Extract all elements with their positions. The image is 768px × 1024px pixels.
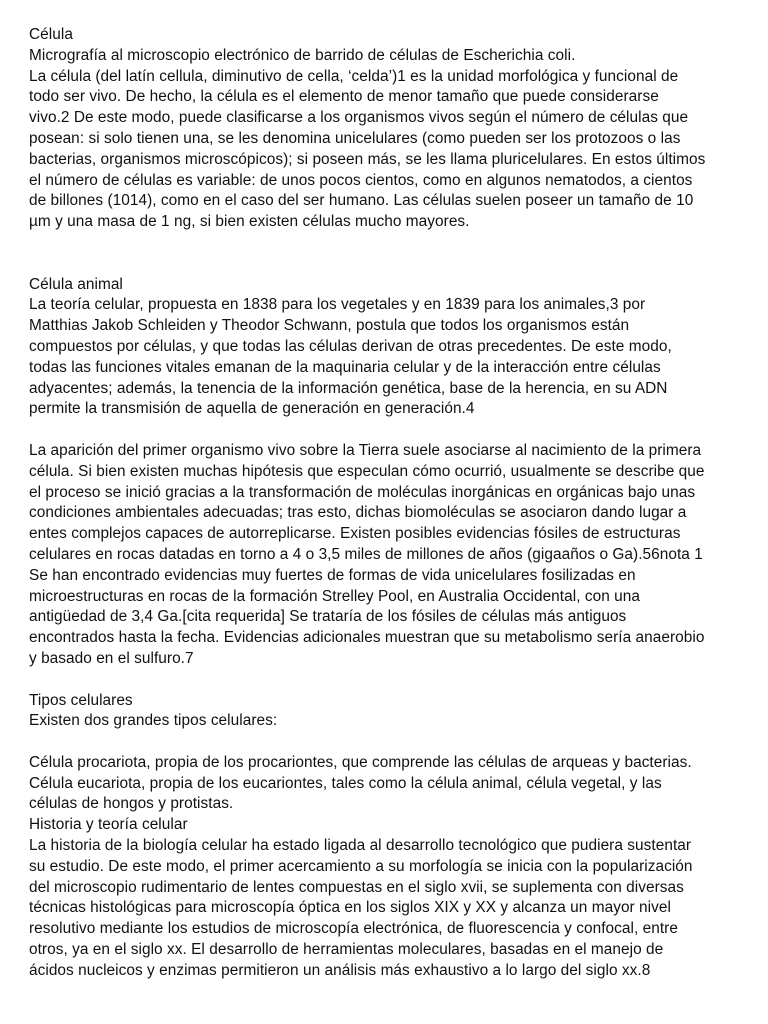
text-line: todas las funciones vitales emanan de la maquinaria celular y de la interacción entre células bbox=[29, 358, 661, 376]
text-line: Existen dos grandes tipos celulares: bbox=[29, 712, 278, 730]
blank-line bbox=[29, 670, 741, 691]
text-line: de billones (1014), como en el caso del ser humano. Las células suelen poseer un tamaño de 10 bbox=[29, 192, 694, 210]
text-line: celulares en rocas datadas en torno a 4 o 3,5 miles de millones de años (gigaaños o Ga).56nota 1 bbox=[29, 545, 703, 563]
document-title: Célula bbox=[29, 26, 73, 43]
list-item: células de hongos y protistas. bbox=[29, 795, 234, 813]
paragraph-teoria-celular bbox=[29, 295, 741, 420]
text-line: antigüedad de 3,4 Ga.[cita requerida] Se trataría de los fósiles de células más antiguos bbox=[29, 608, 627, 626]
section-heading-tipos-celulares: Tipos celulares bbox=[29, 691, 133, 709]
text-line: adyacentes; además, la tenencia de la información genética, base de la herencia, en su ADN bbox=[29, 379, 668, 397]
text-line: todo ser vivo. De hecho, la célula es el elemento de menor tamaño que puede considerarse bbox=[29, 88, 659, 106]
paragraph-origen bbox=[29, 441, 741, 670]
paragraph-intro bbox=[29, 67, 741, 233]
list-item: Célula eucariota, propia de los eucariontes, tales como la célula animal, célula vegetal, y las bbox=[29, 774, 662, 792]
text-line: resolutivo mediante los estudios de microscopía electrónica, de fluorescencia y confocal, entre bbox=[29, 920, 678, 938]
text-line: entes complejos capaces de autorreplicarse. Existen posibles evidencias fósiles de estructuras bbox=[29, 525, 681, 543]
list-item: Célula procariota, propia de los procariontes, que comprende las células de arqueas y bacterias. bbox=[29, 753, 692, 771]
section-heading-historia: Historia y teoría celular bbox=[29, 816, 188, 834]
blank-line bbox=[29, 732, 741, 753]
text-line: Se han encontrado evidencias muy fuertes de formas de vida unicelulares fosilizadas en bbox=[29, 566, 636, 584]
text-line: bacterias, organismos microscópicos); si poseen más, se les llama pluricelulares. En estos últimos bbox=[29, 150, 706, 168]
text-line: ácidos nucleicos y enzimas permitieron un análisis más exhaustivo a lo largo del siglo xx.8 bbox=[29, 961, 651, 979]
text-line: su estudio. De este modo, el primer acercamiento a su morfología se inicia con la popularización bbox=[29, 857, 693, 875]
text-line: microestructuras en rocas de la formación Strelley Pool, en Australia Occidental, con una bbox=[29, 587, 640, 605]
text-line: permite la transmisión de aquella de generación en generación.4 bbox=[29, 400, 475, 418]
text-line: compuestos por células, y que todas las células derivan de otras precedentes. De este modo, bbox=[29, 337, 672, 355]
text-line: célula. Si bien existen muchas hipótesis que especulan cómo ocurrió, usualmente se describe que bbox=[29, 462, 705, 480]
image-caption: Micrografía al microscopio electrónico de barrido de células de Escherichia coli. bbox=[29, 46, 576, 64]
text-line: condiciones ambientales adecuadas; tras esto, dichas biomoléculas se asociaron dando lugar a bbox=[29, 504, 687, 522]
text-line: La célula (del latín cellula, diminutivo de cella, ‘celda’)1 es la unidad morfológica y funcional de bbox=[29, 67, 679, 85]
text-line: La teoría celular, propuesta en 1838 para los vegetales y en 1839 para los animales,3 por bbox=[29, 296, 646, 314]
document-page bbox=[29, 25, 741, 982]
text-line: encontrados hasta la fecha. Evidencias adicionales muestran que su metabolismo sería anaerobio bbox=[29, 629, 705, 647]
text-line: el número de células es variable: de unos pocos cientos, como en algunos nematodos, a cientos bbox=[29, 171, 693, 189]
text-line: La aparición del primer organismo vivo sobre la Tierra suele asociarse al nacimiento de la primera bbox=[29, 441, 702, 459]
blank-space bbox=[29, 233, 741, 275]
text-line: posean: si solo tienen una, se les denomina unicelulares (como pueden ser los protozoos o las bbox=[29, 129, 681, 147]
text-line: otros, ya en el siglo xx. El desarrollo de herramientas moleculares, basadas en el manejo de bbox=[29, 941, 664, 959]
text-line: y basado en el sulfuro.7 bbox=[29, 649, 194, 667]
text-line: el proceso se inició gracias a la transformación de moléculas inorgánicas en orgánicas bajo unas bbox=[29, 483, 696, 501]
paragraph-historia bbox=[29, 836, 741, 982]
text-line: Matthias Jakob Schleiden y Theodor Schwann, postula que todos los organismos están bbox=[29, 317, 630, 335]
text-line: La historia de la biología celular ha estado ligada al desarrollo tecnológico que pudiera sustentar bbox=[29, 837, 692, 855]
text-line: µm y una masa de 1 ng, si bien existen células mucho mayores. bbox=[29, 213, 470, 231]
text-line: del microscopio rudimentario de lentes compuestas en el siglo xvii, se suplementa con diversas bbox=[29, 878, 684, 896]
list-tipos-celulares bbox=[29, 753, 741, 815]
section-heading-celula-animal: Célula animal bbox=[29, 275, 123, 293]
text-line: vivo.2 De este modo, puede clasificarse a los organismos vivos según el número de células que bbox=[29, 109, 689, 127]
blank-line bbox=[29, 420, 741, 441]
text-line: técnicas histológicas para microscopía óptica en los siglos XIX y XX y alcanza un mayor nivel bbox=[29, 899, 671, 917]
